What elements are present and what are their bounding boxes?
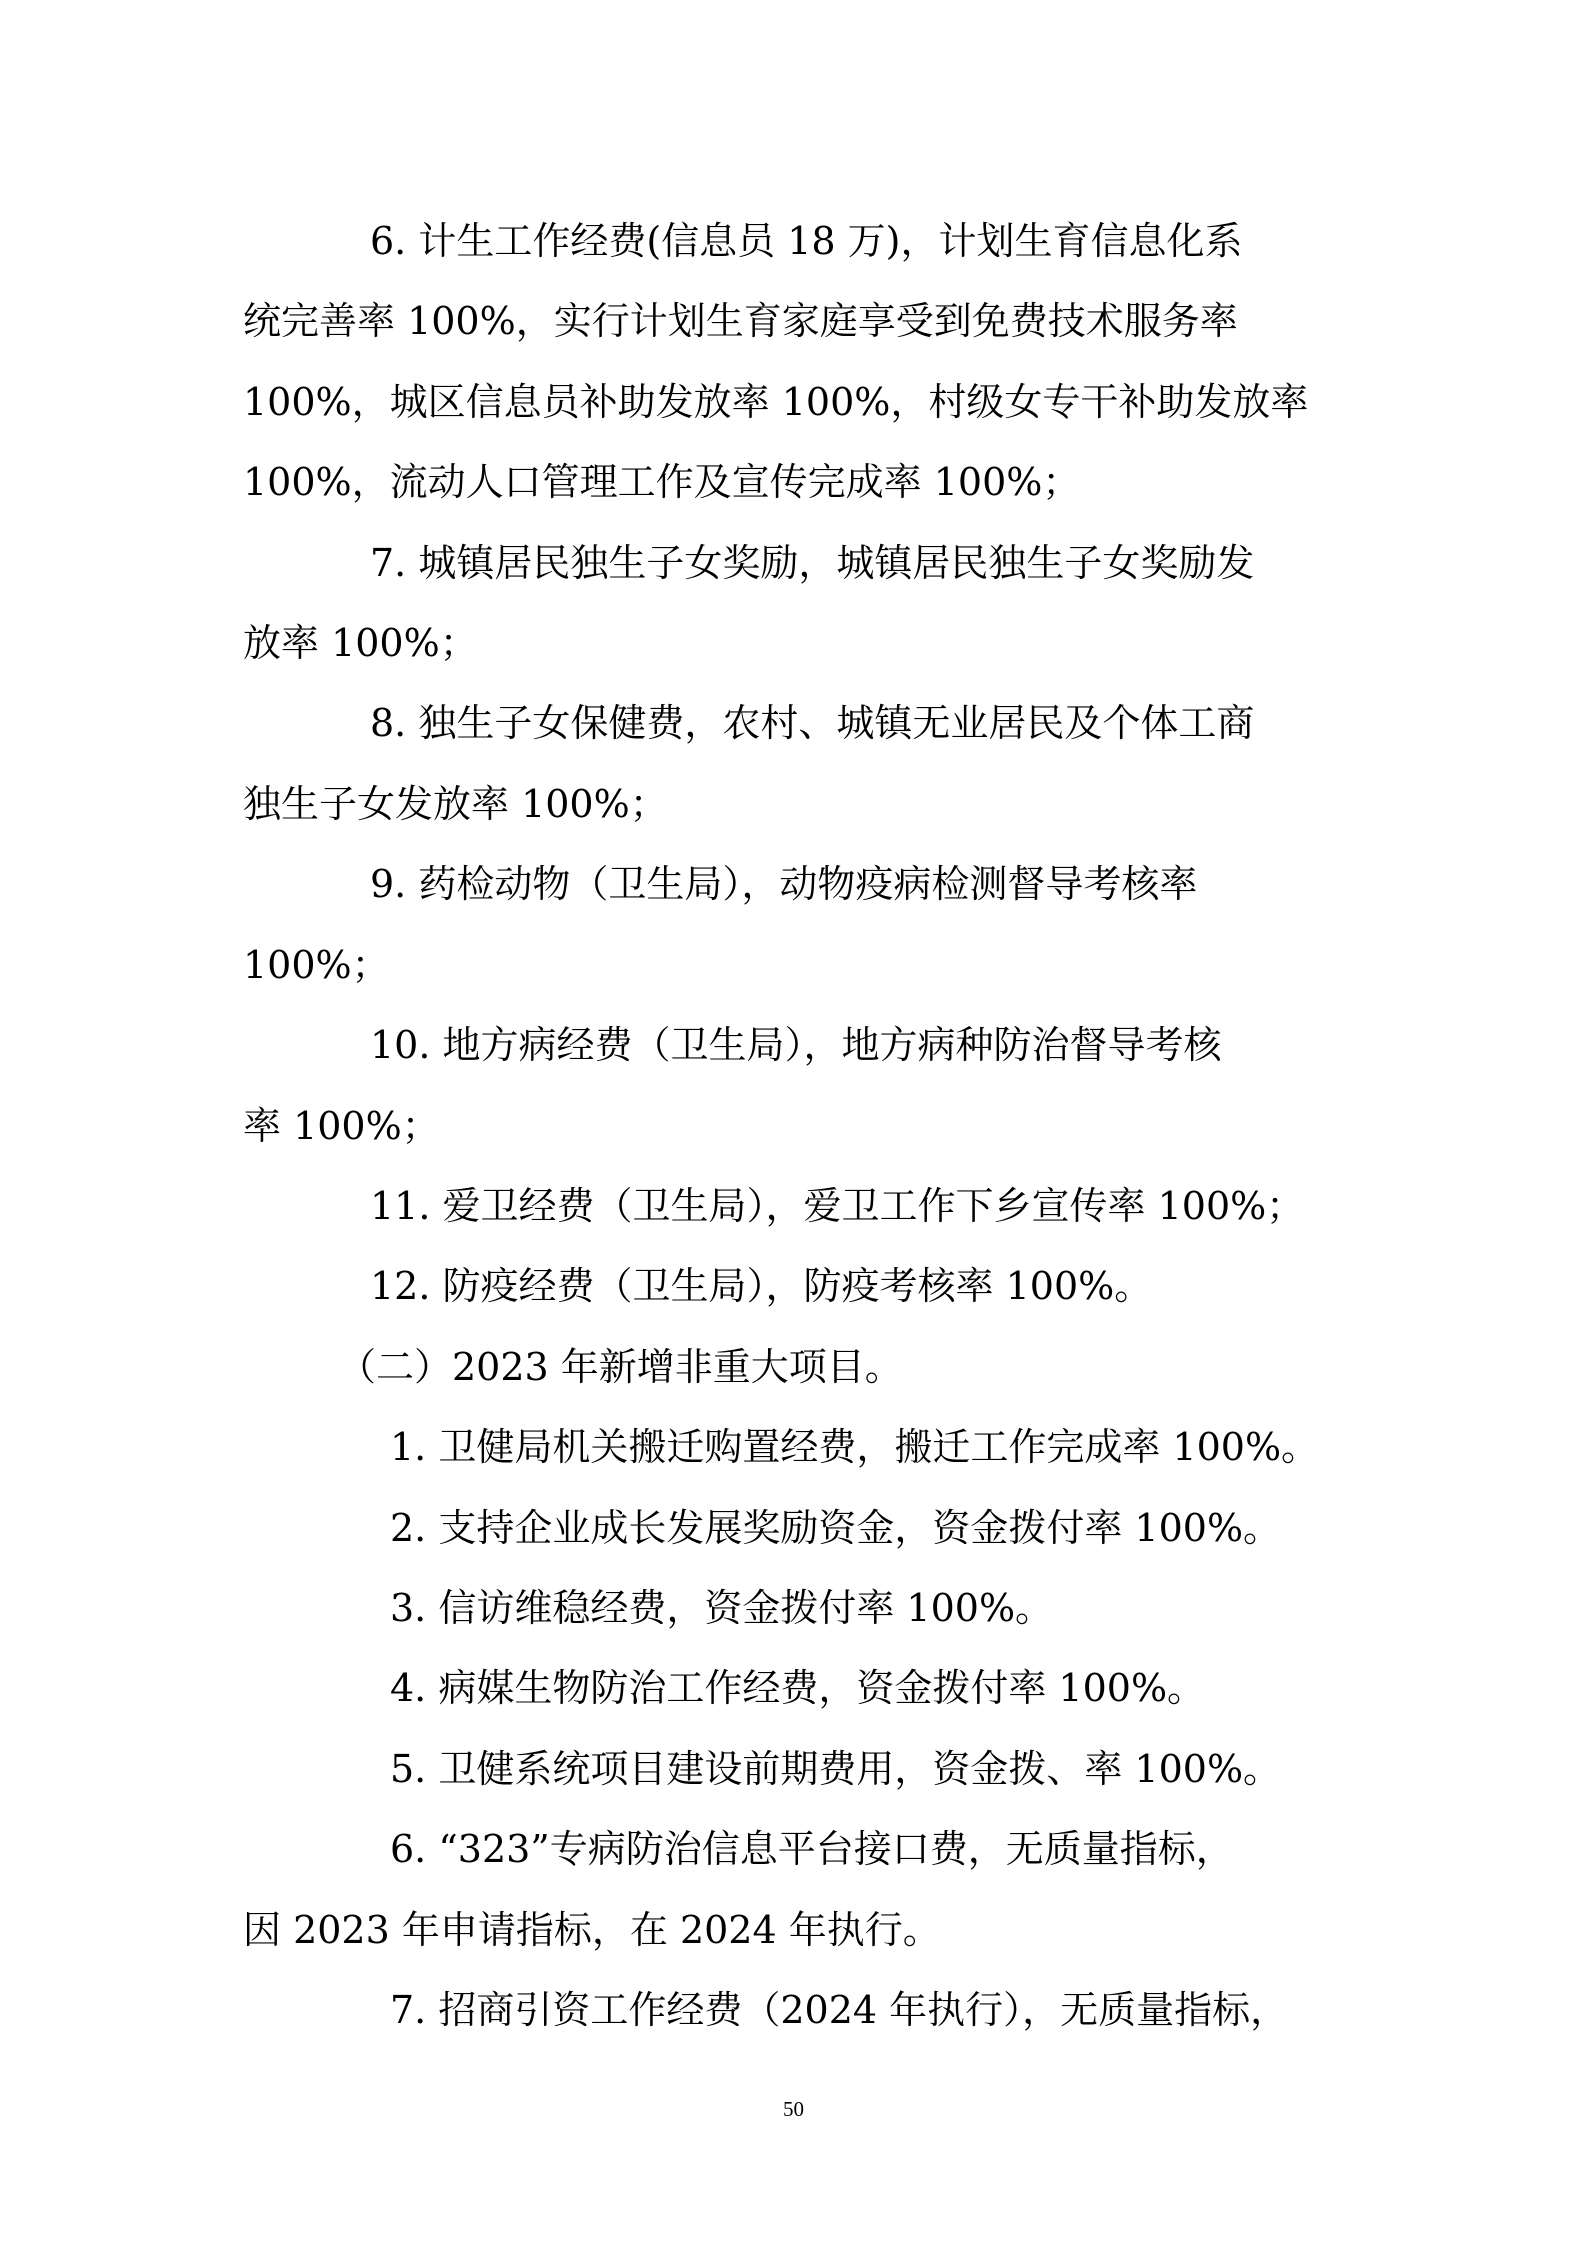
text-line: 100%，城区信息员补助发放率 100%，村级女专干补助发放率 (243, 380, 1309, 424)
text-line: 4. 病媒生物防治工作经费，资金拨付率 100%。 (390, 1666, 1206, 1710)
text-line: 100%，流动人口管理工作及宣传完成率 100%； (243, 460, 1081, 504)
text-line: 7. 城镇居民独生子女奖励，城镇居民独生子女奖励发 (370, 541, 1255, 585)
text-line: 6. 计生工作经费(信息员 18 万)，计划生育信息化系 (370, 219, 1243, 263)
text-line: 10. 地方病经费（卫生局），地方病种防治督导考核 (370, 1023, 1222, 1067)
text-line: 因 2023 年申请指标，在 2024 年执行。 (243, 1908, 941, 1952)
text-line: 12. 防疫经费（卫生局），防疫考核率 100%。 (370, 1264, 1153, 1308)
text-line: 2. 支持企业成长发展奖励资金，资金拨付率 100%。 (390, 1506, 1282, 1550)
text-line: 独生子女发放率 100%； (243, 782, 668, 826)
text-line: 8. 独生子女保健费，农村、城镇无业居民及个体工商 (370, 701, 1255, 745)
text-line: 11. 爱卫经费（卫生局），爱卫工作下乡宣传率 100%； (370, 1184, 1305, 1228)
text-line: 放率 100%； (243, 621, 478, 665)
text-line: 统完善率 100%，实行计划生育家庭享受到免费技术服务率 (243, 299, 1238, 343)
page-number: 50 (783, 2097, 804, 2121)
text-line: 3. 信访维稳经费，资金拨付率 100%。 (390, 1586, 1054, 1630)
text-line: 7. 招商引资工作经费（2024 年执行），无质量指标， (390, 1988, 1289, 2032)
text-line: 9. 药检动物（卫生局），动物疫病检测督导考核率 (370, 862, 1198, 906)
section-heading: （二）2023 年新增非重大项目。 (338, 1345, 903, 1389)
text-line: 6. “323”专病防治信息平台接口费，无质量指标， (390, 1827, 1234, 1871)
text-line: 100%； (243, 943, 390, 987)
text-line: 率 100%； (243, 1104, 440, 1148)
text-line: 5. 卫健系统项目建设前期费用，资金拨、率 100%。 (390, 1747, 1282, 1791)
text-line: 1. 卫健局机关搬迁购置经费，搬迁工作完成率 100%。 (390, 1425, 1320, 1469)
